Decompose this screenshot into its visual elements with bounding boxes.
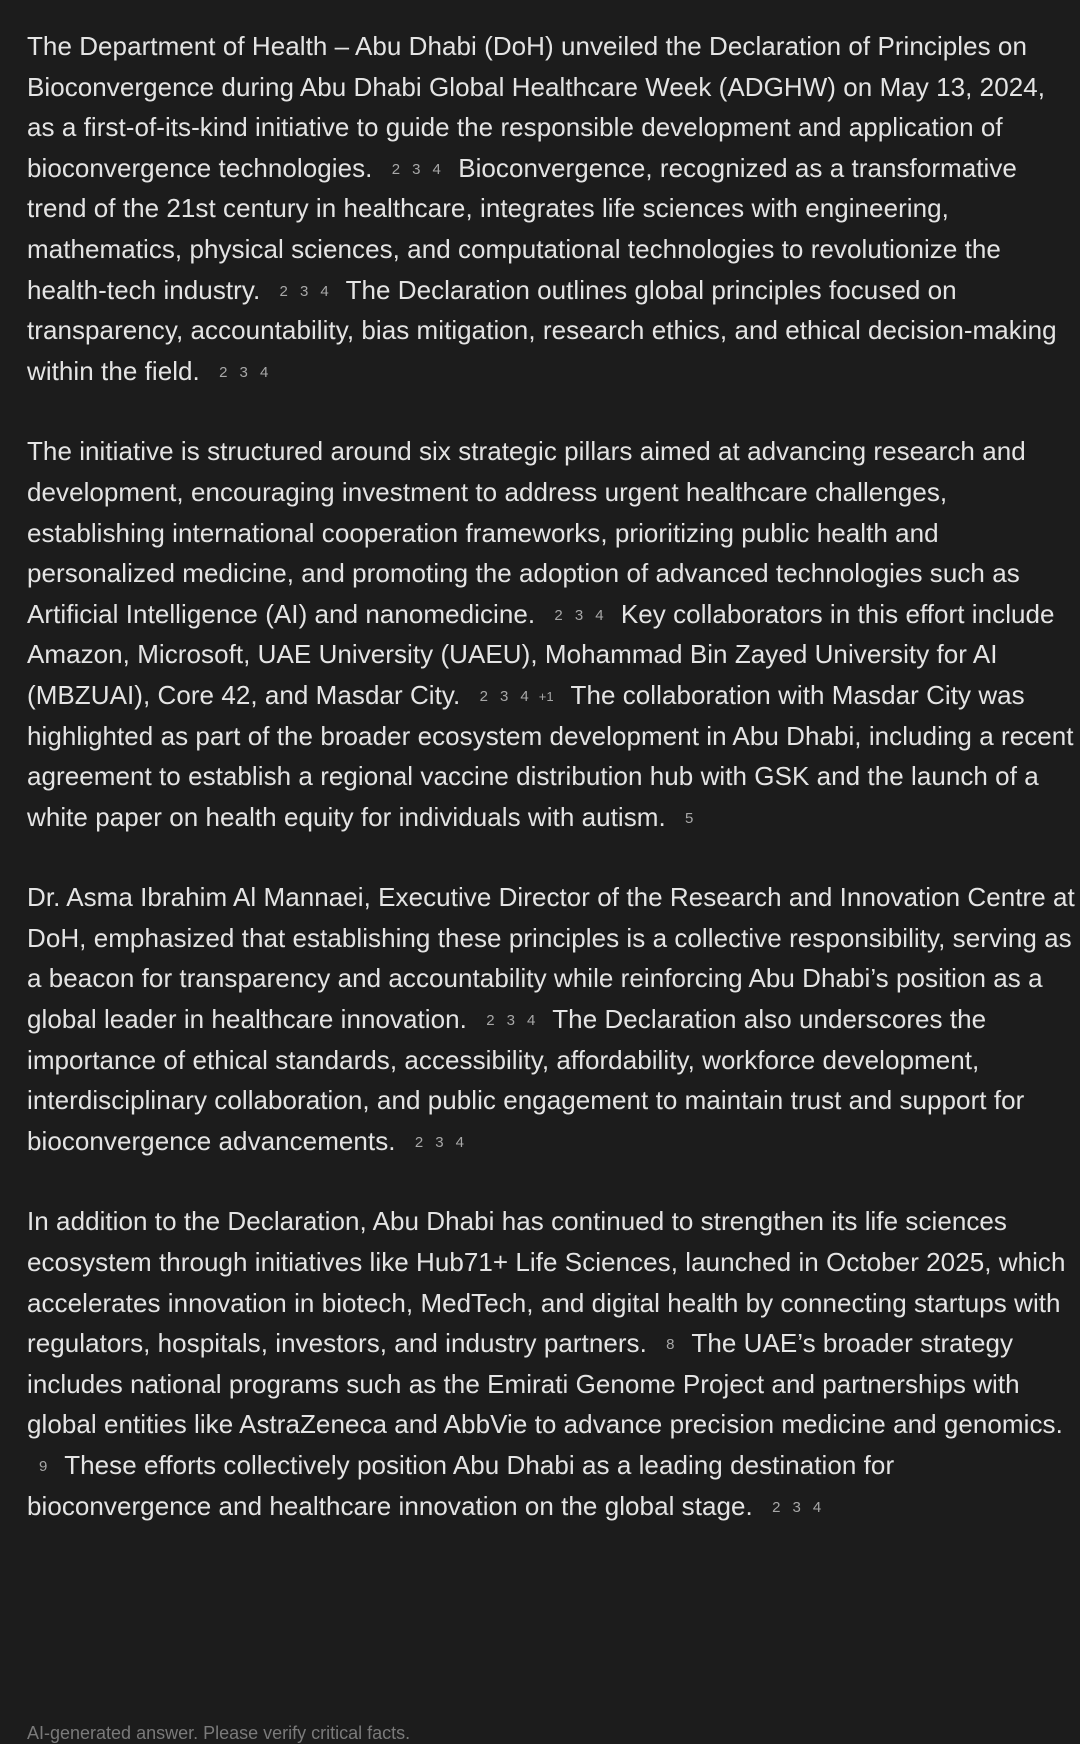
citation-link[interactable]: 4	[595, 606, 604, 624]
sentence: These efforts collectively position Abu Dhabi as a leading destination for bioconvergence and healthcare innovation on the global stage.	[27, 1450, 895, 1521]
citation-group	[679, 802, 699, 832]
citation-group	[409, 1126, 470, 1156]
citation-group	[33, 1450, 53, 1480]
citation-link[interactable]: 4	[527, 1012, 536, 1030]
citation-group	[548, 599, 609, 629]
citation-link[interactable]: 3	[299, 282, 309, 300]
citation-group	[766, 1491, 827, 1521]
citation-link[interactable]: 4	[520, 687, 529, 705]
citation-group	[474, 680, 560, 710]
answer-body	[27, 26, 1077, 1566]
ai-disclaimer: AI-generated answer. Please verify critical facts.	[27, 1723, 411, 1743]
citation-link[interactable]: 8	[666, 1336, 675, 1354]
citation-group	[274, 275, 335, 305]
sentence: Key collaborators in this effort include Amazon, Microsoft, UAE University (UAEU), Mohammad Bin Zayed University for AI (MBZUAI), Core 42, and Masdar City.	[27, 598, 1055, 710]
answer-paragraph	[27, 1201, 1077, 1526]
sentence: The UAE’s broader strategy includes national programs such as the Emirati Genome Project and partnerships with global entities like AstraZeneca and AbbVie to advance precision medicine and genomics.	[27, 1328, 1063, 1440]
citation-link[interactable]: 2	[414, 1133, 424, 1151]
citation-link[interactable]: 4	[812, 1498, 822, 1516]
citation-link[interactable]: 3	[792, 1498, 801, 1516]
answer-paragraph	[27, 26, 1077, 391]
sentence: Bioconvergence, recognized as a transformative trend of the 21st century in healthcare, integrates life sciences with engineering, mathematics, physical sciences, and computational technologies to revolutionize the health-tech industry.	[27, 152, 1017, 305]
sentence: The Declaration also underscores the importance of ethical standards, accessibility, affordability, workforce development, interdisciplinary collaboration, and public engagement to maintain trust and support for bioconvergence advancements.	[27, 1004, 1025, 1156]
citation-link[interactable]: 4	[320, 282, 329, 300]
citation-link[interactable]: 2	[219, 363, 228, 381]
citation-link[interactable]: 5	[685, 809, 694, 827]
sentence: The Department of Health – Abu Dhabi (DoH) unveiled the Declaration of Principles on Bioconvergence during Abu Dhabi Global Healthcare Week (ADGHW) on May 13, 2024, as a first-of-its-kind initiative to guide the responsible development and application of bioconvergence technologies.	[27, 31, 1045, 183]
citation-link[interactable]: 2	[486, 1012, 495, 1030]
citation-link[interactable]: 3	[574, 606, 584, 624]
citation-link[interactable]: 3	[506, 1012, 516, 1030]
citation-link[interactable]: 4	[455, 1133, 465, 1151]
citation-link[interactable]: 4	[259, 363, 269, 381]
citation-link[interactable]: 2	[479, 687, 488, 705]
citation-link[interactable]: 9	[39, 1458, 48, 1475]
sentence: The collaboration with Masdar City was highlighted as part of the broader ecosystem development in Abu Dhabi, including a recent agreement to establish a regional vaccine distribution hub with GSK and the launch of a white paper on health equity for individuals with autism.	[27, 679, 1074, 832]
sentence: In addition to the Declaration, Abu Dhabi has continued to strengthen its life sciences ecosystem through initiatives like Hub71+ Life Sciences, launched in October 2025, which accelerates innovation in biotech, MedTech, and digital health by connecting startups with regulators, hospitals, investors, and industry partners.	[27, 1206, 1066, 1359]
citation-link[interactable]: 3	[435, 1133, 444, 1151]
citation-link[interactable]: 3	[412, 160, 421, 178]
citation-group	[386, 153, 447, 183]
citation-link[interactable]: 2	[279, 282, 288, 300]
citation-link[interactable]: 2	[391, 160, 401, 178]
answer-paragraph	[27, 431, 1077, 837]
citation-group	[660, 1328, 680, 1358]
more-citations-link[interactable]: +1	[538, 688, 554, 704]
citation-link[interactable]: 3	[239, 363, 248, 381]
sentence: Dr. Asma Ibrahim Al Mannaei, Executive Director of the Research and Innovation Centre at DoH, emphasized that establishing these principles is a collective responsibility, serving as a beacon for transparency and accountability while reinforcing Abu Dhabi’s position as a global leader in healthcare innovation.	[27, 882, 1075, 1035]
citation-group	[213, 356, 274, 386]
sentence: The Declaration outlines global principles focused on transparency, accountability, bias mitigation, research ethics, and ethical decision-making within the field.	[27, 274, 1057, 386]
sentence: The initiative is structured around six strategic pillars aimed at advancing research and development, encouraging investment to address urgent healthcare challenges, establishing international cooperation frameworks, prioritizing public health and personalized medicine, and promoting the adoption of advanced technologies such as Artificial Intelligence (AI) and nanomedicine.	[27, 436, 1026, 629]
citation-link[interactable]: 3	[499, 687, 509, 705]
answer-paragraph	[27, 877, 1077, 1161]
citation-link[interactable]: 2	[772, 1498, 781, 1516]
citation-link[interactable]: 2	[554, 606, 563, 624]
citation-link[interactable]: 4	[432, 160, 441, 178]
citation-group	[480, 1004, 541, 1034]
